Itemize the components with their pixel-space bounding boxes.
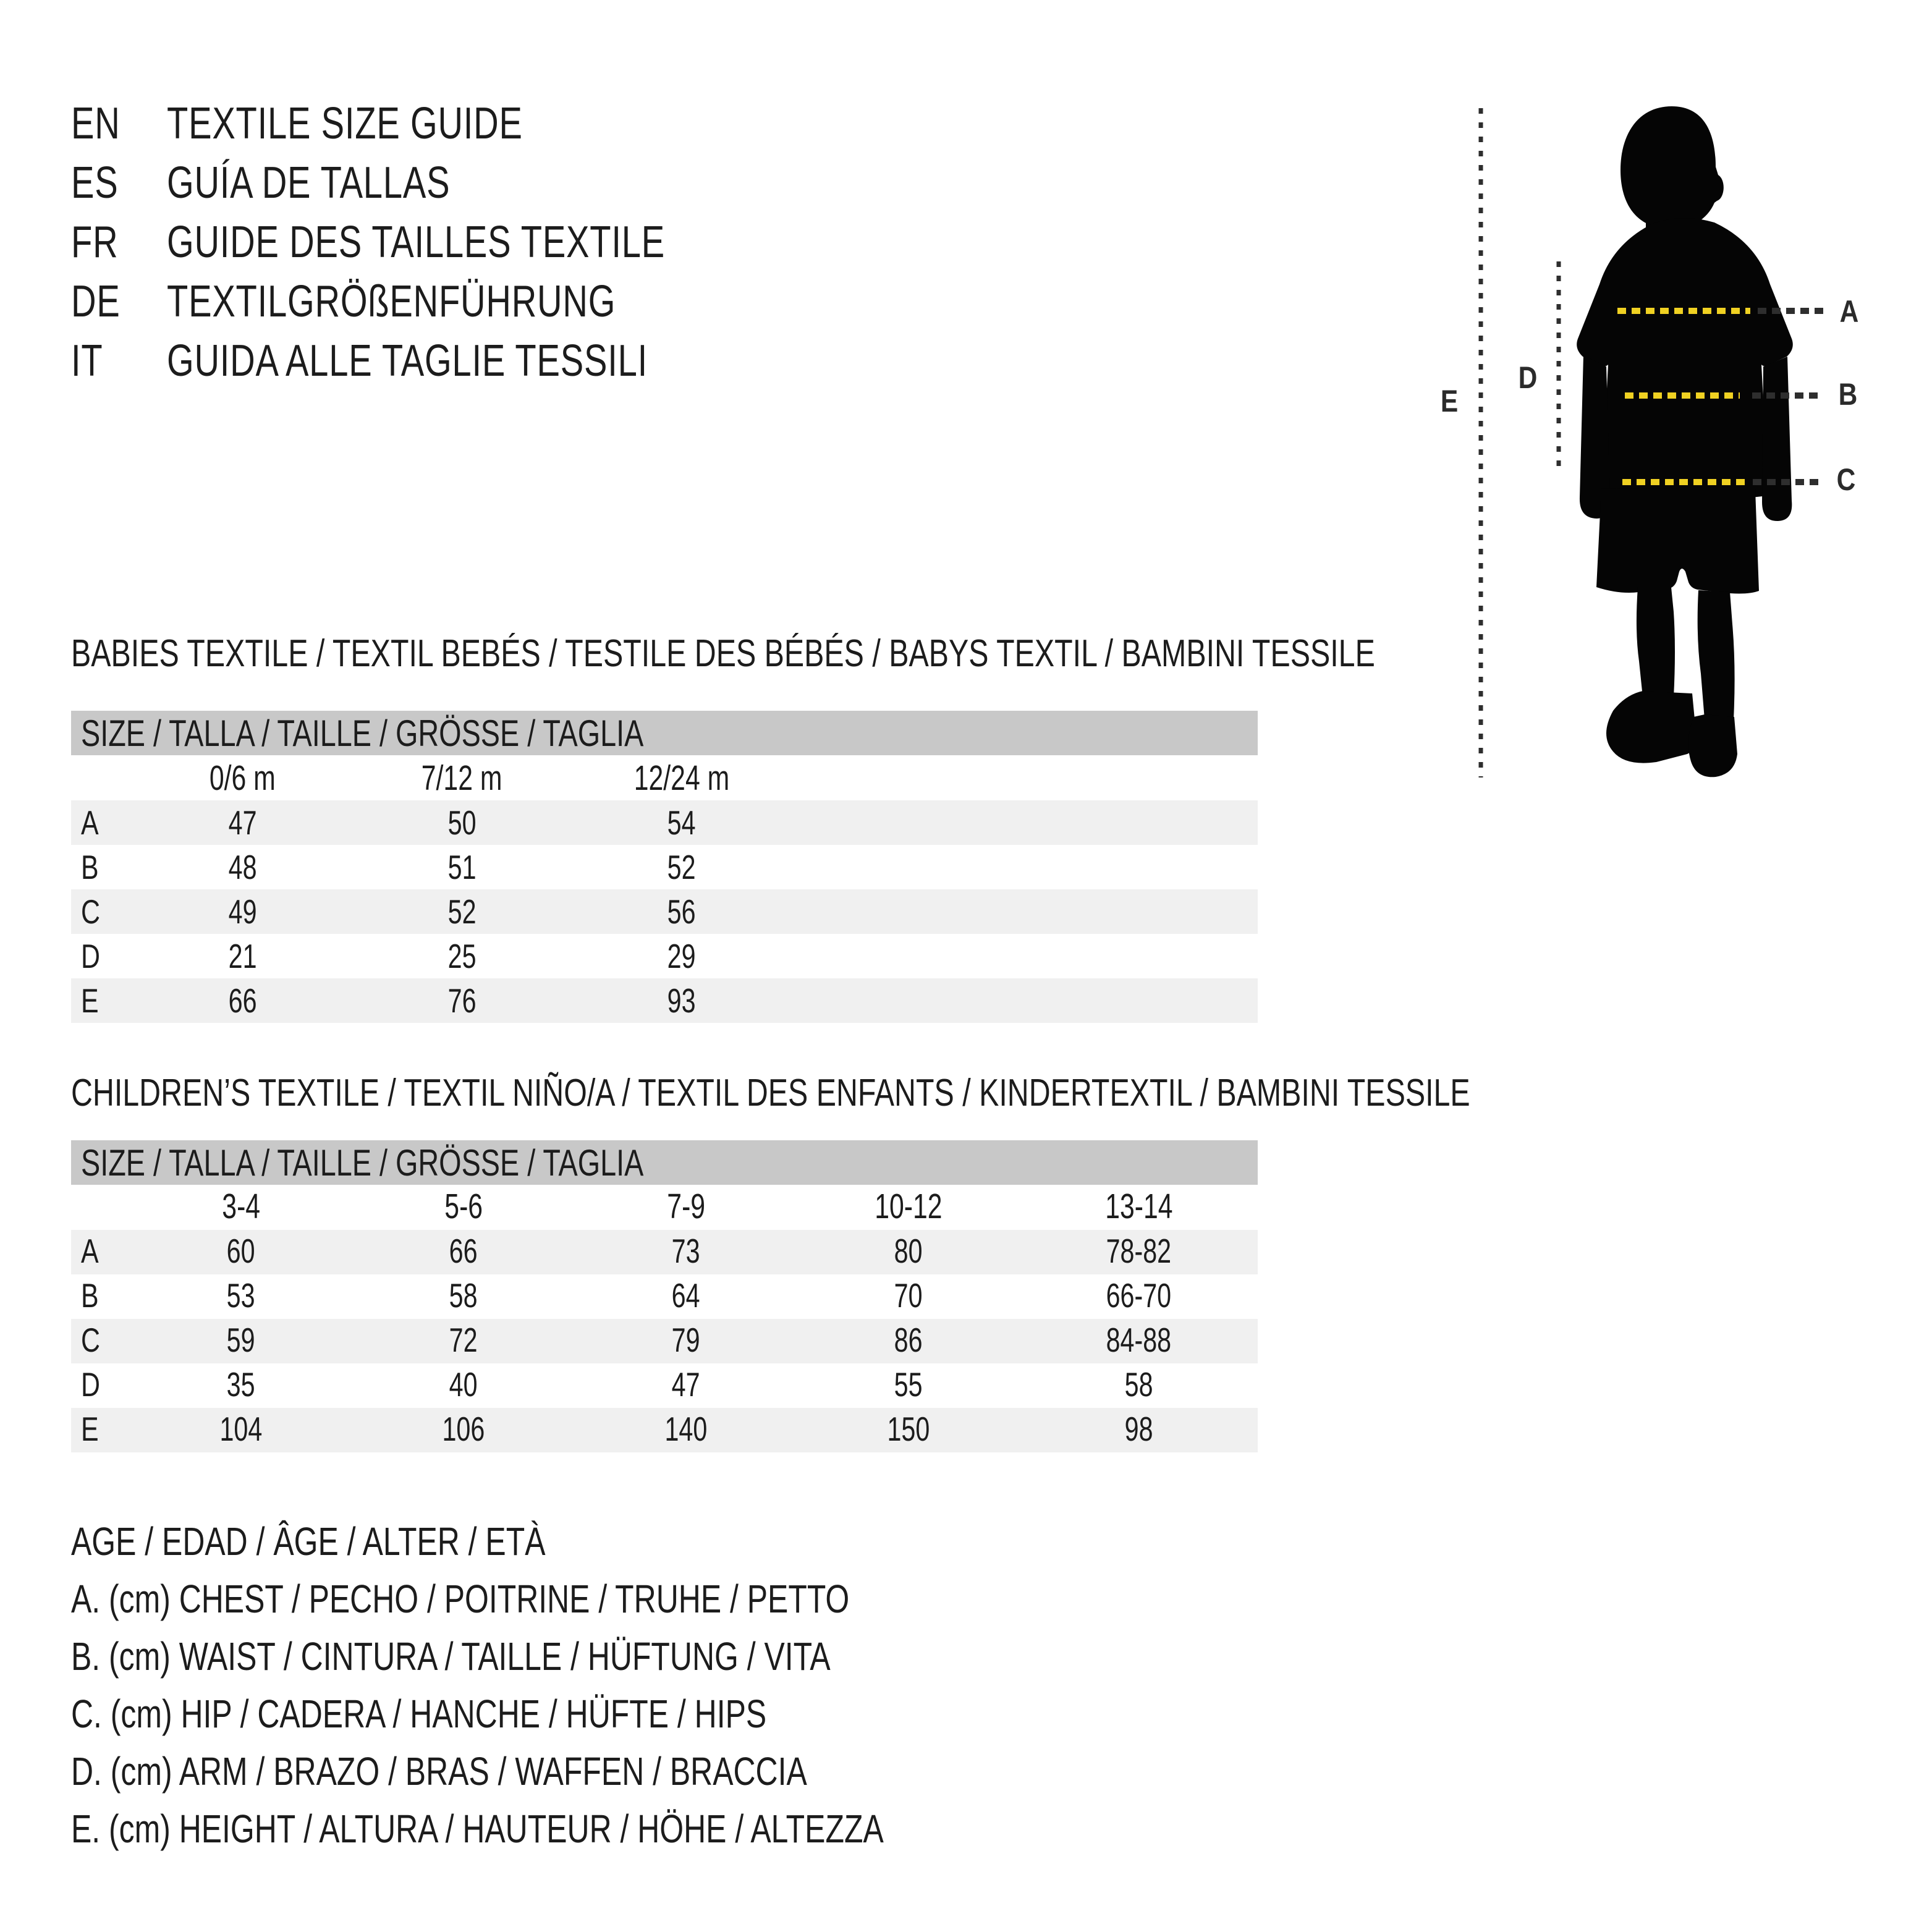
table-cell: 140 bbox=[664, 1410, 708, 1448]
babies-column-header-row bbox=[71, 755, 1258, 800]
table-cell: 64 bbox=[672, 1276, 700, 1315]
table-cell: 72 bbox=[449, 1321, 478, 1359]
legend-line: B. (cm) WAIST / CINTURA / TAILLE / HÜFTUNG / VITA bbox=[71, 1633, 831, 1679]
column-header: 13-14 bbox=[1104, 1186, 1173, 1226]
table-cell: 98 bbox=[1124, 1410, 1153, 1448]
row-label: D bbox=[81, 937, 100, 975]
column-header: 7-9 bbox=[667, 1186, 705, 1226]
table-cell: 47 bbox=[228, 803, 257, 842]
language-title-block bbox=[71, 94, 805, 391]
legend-line: A. (cm) CHEST / PECHO / POITRINE / TRUHE / PETTO bbox=[71, 1576, 850, 1621]
language-code: EN bbox=[71, 99, 121, 148]
table-cell: 50 bbox=[447, 803, 477, 842]
column-header: 3-4 bbox=[222, 1186, 260, 1226]
table-cell: 93 bbox=[667, 981, 696, 1020]
language-row bbox=[71, 153, 805, 213]
table-cell: 52 bbox=[447, 892, 477, 931]
language-code: IT bbox=[71, 336, 103, 386]
row-label: B bbox=[81, 848, 99, 886]
language-row bbox=[71, 94, 805, 153]
row-label: B bbox=[81, 1276, 99, 1315]
table-cell: 66 bbox=[449, 1232, 478, 1270]
table-cell: 76 bbox=[447, 981, 477, 1020]
table-cell: 40 bbox=[449, 1365, 478, 1404]
table-row bbox=[71, 889, 1258, 934]
child-silhouette bbox=[1577, 106, 1793, 777]
table-cell: 29 bbox=[667, 937, 696, 975]
legend-line: C. (cm) HIP / CADERA / HANCHE / HÜFTE / HIPS bbox=[71, 1691, 767, 1736]
row-label: E bbox=[81, 1410, 99, 1448]
measure-label-a: A bbox=[1839, 294, 1859, 329]
language-code: FR bbox=[71, 218, 119, 267]
row-label: E bbox=[81, 981, 99, 1020]
guide-title: GUIDE DES TAILLES TEXTILE bbox=[167, 218, 666, 267]
table-cell: 21 bbox=[228, 937, 257, 975]
measure-label-d: D bbox=[1518, 360, 1538, 395]
column-header: 7/12 m bbox=[422, 758, 502, 798]
table-cell: 78-82 bbox=[1106, 1232, 1172, 1270]
babies-section-title: BABIES TEXTILE / TEXTIL BEBÉS / TESTILE DES BÉBÉS / BABYS TEXTIL / BAMBINI TESSILE bbox=[71, 632, 1375, 675]
table-cell: 66 bbox=[228, 981, 257, 1020]
language-row bbox=[71, 272, 805, 331]
table-cell: 54 bbox=[667, 803, 696, 842]
language-code: ES bbox=[71, 158, 119, 208]
table-cell: 70 bbox=[894, 1276, 923, 1315]
table-cell: 106 bbox=[442, 1410, 485, 1448]
row-label: A bbox=[81, 1232, 99, 1270]
table-cell: 52 bbox=[667, 848, 696, 886]
table-cell: 55 bbox=[894, 1365, 923, 1404]
table-cell: 25 bbox=[447, 937, 477, 975]
table-cell: 48 bbox=[228, 848, 257, 886]
table-row bbox=[71, 800, 1258, 845]
table-cell: 49 bbox=[228, 892, 257, 931]
legend-line: D. (cm) ARM / BRAZO / BRAS / WAFFEN / BRACCIA bbox=[71, 1748, 807, 1794]
table-cell: 86 bbox=[894, 1321, 923, 1359]
table-cell: 84-88 bbox=[1106, 1321, 1172, 1359]
column-header: 0/6 m bbox=[210, 758, 276, 798]
table-row bbox=[71, 934, 1258, 978]
table-cell: 66-70 bbox=[1106, 1276, 1172, 1315]
table-cell: 60 bbox=[227, 1232, 255, 1270]
language-row bbox=[71, 331, 805, 391]
row-label: C bbox=[81, 892, 100, 931]
table-row bbox=[71, 1408, 1258, 1452]
babies-table-header-bar: SIZE / TALLA / TAILLE / GRÖSSE / TAGLIA bbox=[71, 711, 1258, 755]
table-row bbox=[71, 978, 1258, 1023]
table-cell: 104 bbox=[219, 1410, 263, 1448]
table-cell: 59 bbox=[227, 1321, 255, 1359]
legend-line: E. (cm) HEIGHT / ALTURA / HAUTEUR / HÖHE / ALTEZZA bbox=[71, 1806, 884, 1851]
table-cell: 56 bbox=[667, 892, 696, 931]
table-cell: 80 bbox=[894, 1232, 923, 1270]
table-cell: 51 bbox=[447, 848, 477, 886]
table-row bbox=[71, 1230, 1258, 1274]
table-cell: 58 bbox=[1124, 1365, 1153, 1404]
table-cell: 47 bbox=[672, 1365, 700, 1404]
children-size-table bbox=[71, 1140, 1258, 1452]
guide-title: TEXTILE SIZE GUIDE bbox=[167, 99, 523, 148]
table-row bbox=[71, 845, 1258, 889]
table-cell: 150 bbox=[887, 1410, 930, 1448]
table-cell: 73 bbox=[672, 1232, 700, 1270]
guide-title: TEXTILGRÖßENFÜHRUNG bbox=[167, 277, 616, 326]
guide-title: GUÍA DE TALLAS bbox=[167, 158, 451, 208]
table-row bbox=[71, 1363, 1258, 1408]
babies-size-table bbox=[71, 711, 1258, 1023]
guide-title: GUIDA ALLE TAGLIE TESSILI bbox=[167, 336, 648, 386]
table-row bbox=[71, 1319, 1258, 1363]
table-cell: 35 bbox=[227, 1365, 255, 1404]
row-label: D bbox=[81, 1365, 100, 1404]
table-cell: 58 bbox=[449, 1276, 478, 1315]
measure-label-c: C bbox=[1836, 462, 1856, 497]
column-header: 10-12 bbox=[875, 1186, 943, 1226]
measurement-figure bbox=[1421, 93, 1932, 803]
children-section-title: CHILDREN’S TEXTILE / TEXTIL NIÑO/A / TEXTIL DES ENFANTS / KINDERTEXTIL / BAMBINI TESSILE bbox=[71, 1072, 1470, 1114]
measurement-legend bbox=[71, 1512, 1113, 1857]
language-row bbox=[71, 213, 805, 272]
row-label: A bbox=[81, 803, 99, 842]
column-header: 5-6 bbox=[444, 1186, 483, 1226]
column-header: 12/24 m bbox=[633, 758, 729, 798]
measure-label-e: E bbox=[1440, 383, 1459, 418]
language-code: DE bbox=[71, 277, 121, 326]
children-column-header-row bbox=[71, 1185, 1258, 1230]
measure-label-b: B bbox=[1838, 376, 1858, 412]
row-label: C bbox=[81, 1321, 100, 1359]
legend-line: AGE / EDAD / ÂGE / ALTER / ETÀ bbox=[71, 1519, 546, 1564]
children-table-header-bar: SIZE / TALLA / TAILLE / GRÖSSE / TAGLIA bbox=[71, 1140, 1258, 1185]
table-row bbox=[71, 1274, 1258, 1319]
table-cell: 53 bbox=[227, 1276, 255, 1315]
table-cell: 79 bbox=[672, 1321, 700, 1359]
